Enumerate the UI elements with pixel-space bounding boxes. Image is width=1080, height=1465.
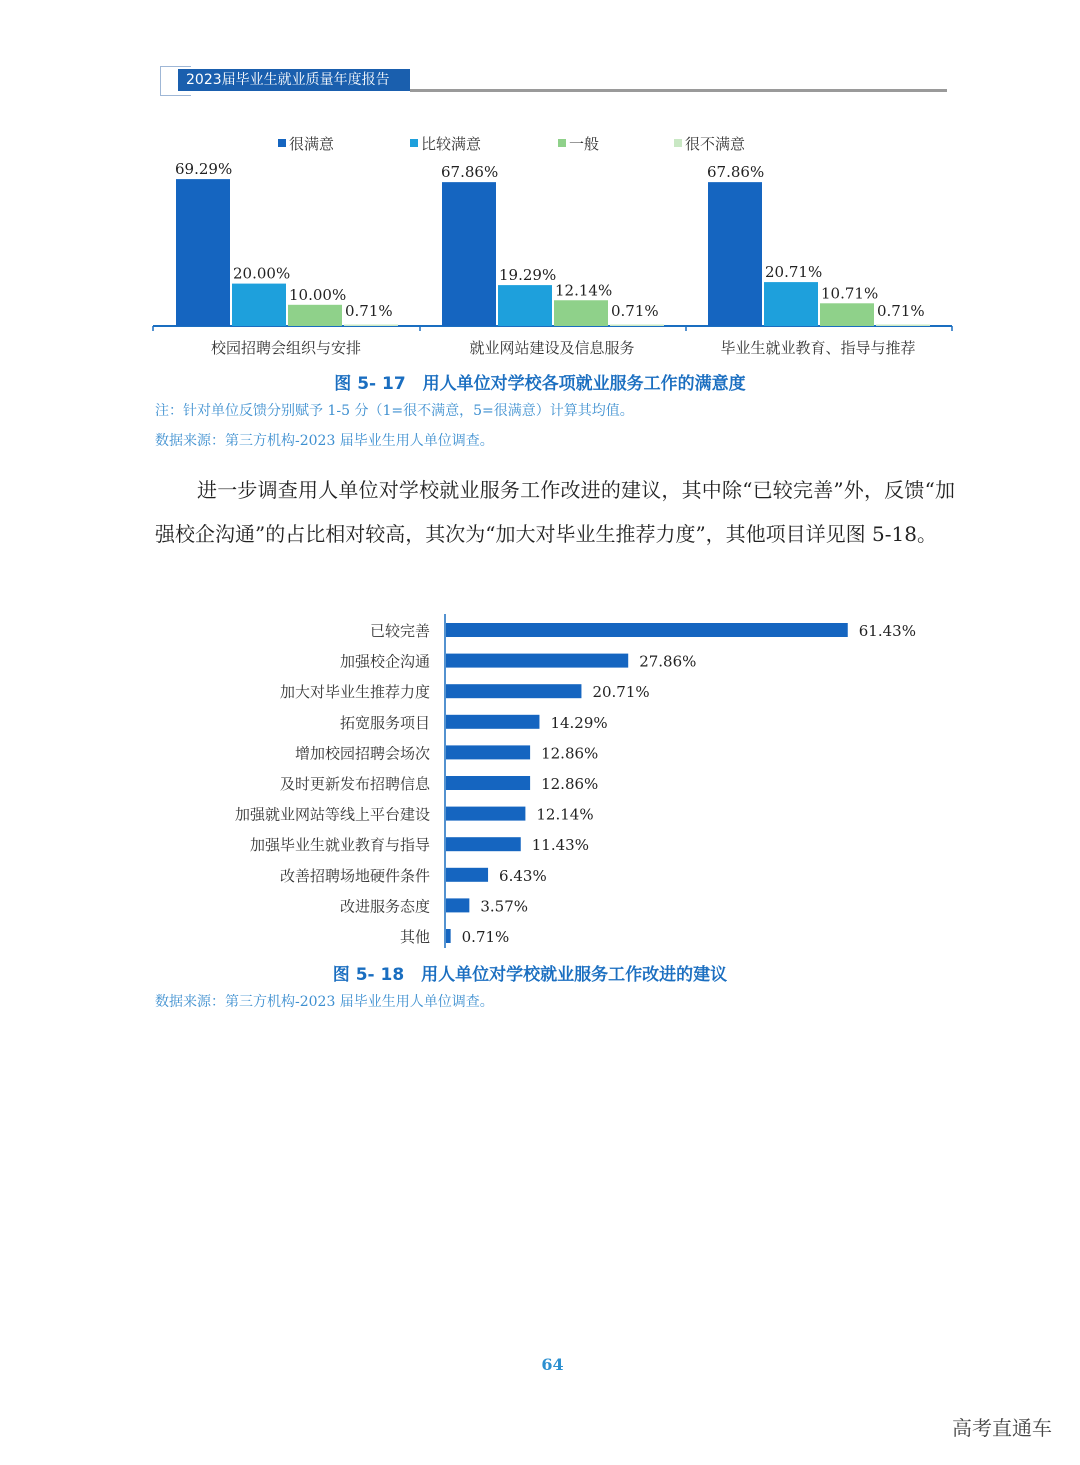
legend-label: 一般: [569, 135, 600, 153]
bar: [446, 837, 521, 851]
data-label: 67.86%: [441, 163, 499, 182]
watermark: 高考直通车: [952, 1416, 1052, 1440]
bar: [446, 807, 525, 821]
data-label: 20.00%: [233, 264, 291, 283]
bar: [446, 684, 581, 698]
bar: [446, 929, 451, 943]
data-label: 0.71%: [877, 302, 925, 320]
data-label: 3.57%: [480, 897, 529, 916]
data-label: 19.29%: [499, 266, 557, 285]
data-label: 12.14%: [536, 805, 594, 824]
bar: [446, 745, 530, 759]
bar: [764, 282, 818, 326]
data-label: 0.71%: [611, 302, 659, 320]
data-label: 69.29%: [175, 160, 233, 179]
legend-swatch: [558, 139, 566, 147]
satisfaction-chart: [0, 120, 1080, 370]
report-title: 2023届毕业生就业质量年度报告: [178, 69, 410, 91]
legend-label: 很不满意: [685, 135, 746, 153]
bar: [344, 324, 398, 326]
bar: [446, 623, 848, 637]
category-label: 就业网站建设及信息服务: [469, 339, 635, 357]
category-label: 拓宽服务项目: [339, 713, 430, 732]
data-label: 10.71%: [821, 284, 879, 303]
data-label: 10.00%: [289, 285, 347, 304]
data-label: 0.71%: [461, 928, 510, 946]
body-paragraph: 进一步调查用人单位对学校就业服务工作改进的建议，其中除“已较完善”外，反馈“加强校企沟通”的占比相对较高，其次为“加大对毕业生推荐力度”，其他项目详见图 5-18。: [155, 478, 955, 546]
legend-swatch: [278, 139, 286, 147]
bar: [446, 868, 488, 882]
bar: [446, 776, 530, 790]
category-label: 毕业生就业教育、指导与推荐: [720, 339, 916, 357]
data-label: 14.29%: [550, 713, 608, 732]
category-label: 加强校企沟通: [339, 652, 430, 671]
data-label: 61.43%: [858, 622, 916, 640]
category-label: 已较完善: [369, 622, 430, 640]
bar: [498, 285, 552, 326]
figure-5-17-note: 注：针对单位反馈分别赋予 1-5 分（1=很不满意，5=很满意）计算其均值。: [155, 403, 634, 419]
bar: [176, 179, 230, 326]
data-label: 20.71%: [592, 683, 650, 702]
data-label: 67.86%: [707, 163, 765, 182]
bar: [446, 715, 539, 729]
legend-swatch: [410, 139, 418, 147]
data-label: 12.86%: [541, 775, 599, 793]
figure-5-17-caption: 图 5- 17 用人单位对学校各项就业服务工作的满意度: [334, 374, 746, 394]
bar: [446, 654, 628, 668]
data-label: 20.71%: [765, 263, 823, 282]
category-label: 改进服务态度: [339, 897, 430, 916]
data-label: 12.14%: [555, 281, 613, 300]
bar: [554, 300, 608, 326]
legend-swatch: [674, 139, 682, 147]
bar: [232, 284, 286, 326]
bar: [610, 324, 664, 326]
category-label: 校园招聘会组织与安排: [210, 339, 362, 357]
category-label: 及时更新发布招聘信息: [279, 775, 430, 793]
category-label: 加大对毕业生推荐力度: [279, 683, 430, 702]
bar: [708, 182, 762, 326]
page-number: 64: [541, 1355, 564, 1374]
figure-5-17-source: 数据来源：第三方机构-2023 届毕业生用人单位调查。: [155, 433, 494, 449]
legend-label: 比较满意: [421, 135, 482, 153]
data-label: 11.43%: [531, 836, 589, 855]
header-rule: [410, 89, 947, 92]
suggestion-chart: [0, 610, 1080, 955]
data-label: 27.86%: [639, 652, 697, 671]
figure-5-18-source: 数据来源：第三方机构-2023 届毕业生用人单位调查。: [155, 994, 494, 1010]
data-label: 12.86%: [541, 744, 599, 763]
category-label: 加强毕业生就业教育与指导: [249, 836, 430, 855]
bar: [288, 305, 342, 326]
bar: [446, 898, 469, 912]
bar: [820, 303, 874, 326]
category-label: 改善招聘场地硬件条件: [279, 866, 430, 885]
category-label: 加强就业网站等线上平台建设: [234, 805, 430, 824]
legend-label: 很满意: [289, 135, 335, 153]
figure-5-18-caption: 图 5- 18 用人单位对学校就业服务工作改进的建议: [332, 965, 728, 985]
category-label: 增加校园招聘会场次: [294, 744, 430, 763]
bar: [876, 324, 930, 326]
data-label: 0.71%: [345, 302, 393, 320]
category-label: 其他: [399, 928, 430, 946]
bar: [442, 182, 496, 326]
data-label: 6.43%: [499, 866, 547, 885]
